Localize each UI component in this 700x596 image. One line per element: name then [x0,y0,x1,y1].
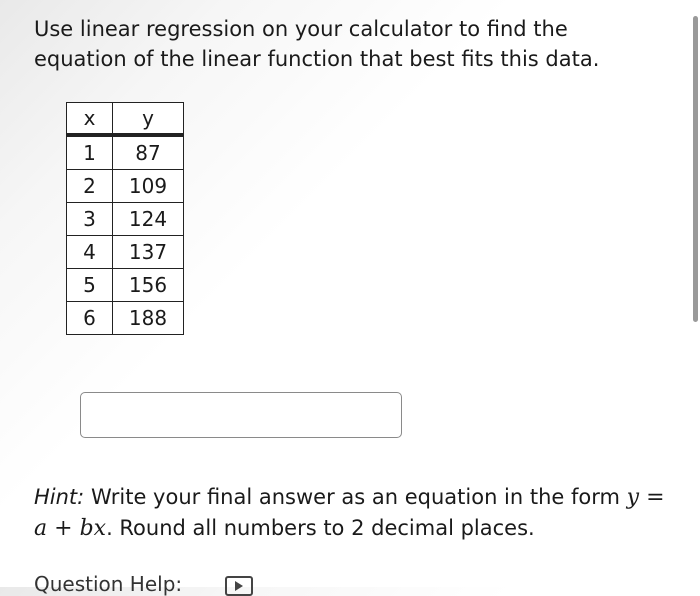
table-row [67,170,184,203]
table-cell-x: 2 [67,170,113,203]
table-row [67,269,184,302]
equation-a: a [34,516,48,541]
table-row [67,302,184,335]
equation-plus: + [54,516,73,541]
table-cell-y: 137 [113,236,184,269]
hint-text [34,482,674,544]
table-cell-y: 124 [113,203,184,236]
scrollbar[interactable] [693,16,698,322]
question-help-label: Question Help: [34,572,183,596]
hint-text-before: Write your final answer as an equation in the form [90,485,620,509]
table-row [67,203,184,236]
equation-y: y [626,485,640,510]
table-header-row [67,103,184,136]
question-help-bar [34,572,253,596]
table-cell-x: 1 [67,135,113,170]
table-row [67,135,184,170]
table-cell-x: 4 [67,236,113,269]
table-cell-x: 3 [67,203,113,236]
answer-input[interactable] [80,392,402,438]
table-cell-y: 188 [113,302,184,335]
column-header-y: y [113,103,184,136]
column-header-x: x [67,103,113,136]
equation-equals: = [646,485,665,510]
video-icon[interactable] [225,576,253,596]
data-table [66,102,184,335]
table-row [67,236,184,269]
table-cell-x: 5 [67,269,113,302]
table-cell-x: 6 [67,302,113,335]
hint-label: Hint: [34,485,85,509]
table-cell-y: 156 [113,269,184,302]
table-cell-y: 109 [113,170,184,203]
hint-text-after: . Round all numbers to 2 decimal places. [106,516,535,540]
question-text: Use linear regression on your calculator to find the equation of the linear function that best fits this data. [34,17,600,71]
equation-bx: bx [79,516,107,541]
table-cell-y: 87 [113,135,184,170]
